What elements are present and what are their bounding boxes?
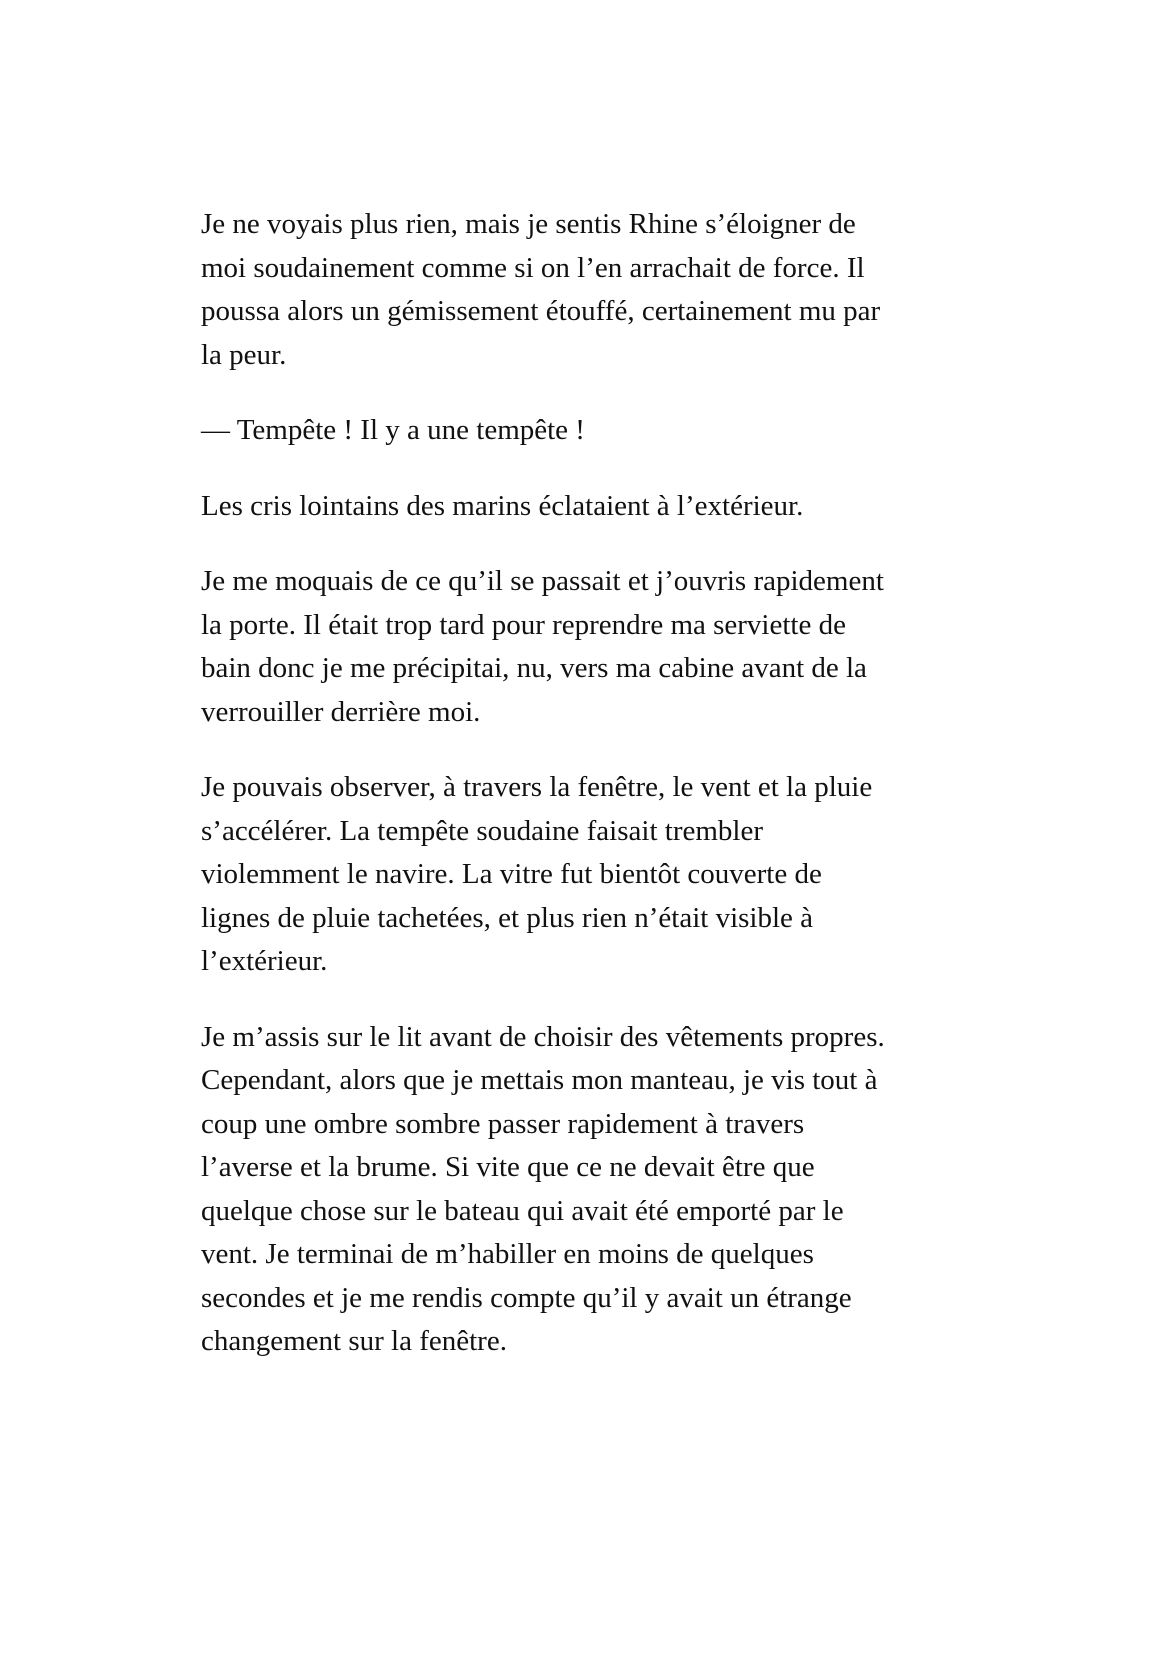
paragraph-4: Je me moquais de ce qu’il se passait et j’ouvris rapidement la porte. Il était trop tard pour reprendre ma serviette de bain donc je me précipitai, nu, vers ma cabine avant de la verrouiller derrière moi. xyxy=(201,565,884,728)
paragraph-6: Je m’assis sur le lit avant de choisir des vêtements propres. Cependant, alors que je mettais mon manteau, je vis tout à coup une ombre sombre passer rapidement à travers l’averse et la brume. Si vite que ce ne devait être que quelque chose sur le bateau qui avait été emporté par le vent. Je terminai de m’habiller en moins de quelques secondes et je me rendis compte qu’il y avait un étrange changement sur la fenêtre. xyxy=(201,1020,885,1357)
paragraph-5: Je pouvais observer, à travers la fenêtre, le vent et la pluie s’accélérer. La tempête soudaine faisait trembler violemment le navire. La vitre fut bientôt couverte de lignes de pluie tachetées, et plus rien n’était visible à l’extérieur. xyxy=(201,771,873,977)
text-body xyxy=(201,203,971,1396)
paragraph-3: Les cris lointains des marins éclataient à l’extérieur. xyxy=(201,489,804,522)
paragraph-1: Je ne voyais plus rien, mais je sentis Rhine s’éloigner de moi soudainement comme si on l’en arrachait de force. Il poussa alors un gémissement étouffé, certainement mu par la peur. xyxy=(201,208,881,371)
paragraph-2-dialogue: — Tempête ! Il y a une tempête ! xyxy=(201,414,585,446)
